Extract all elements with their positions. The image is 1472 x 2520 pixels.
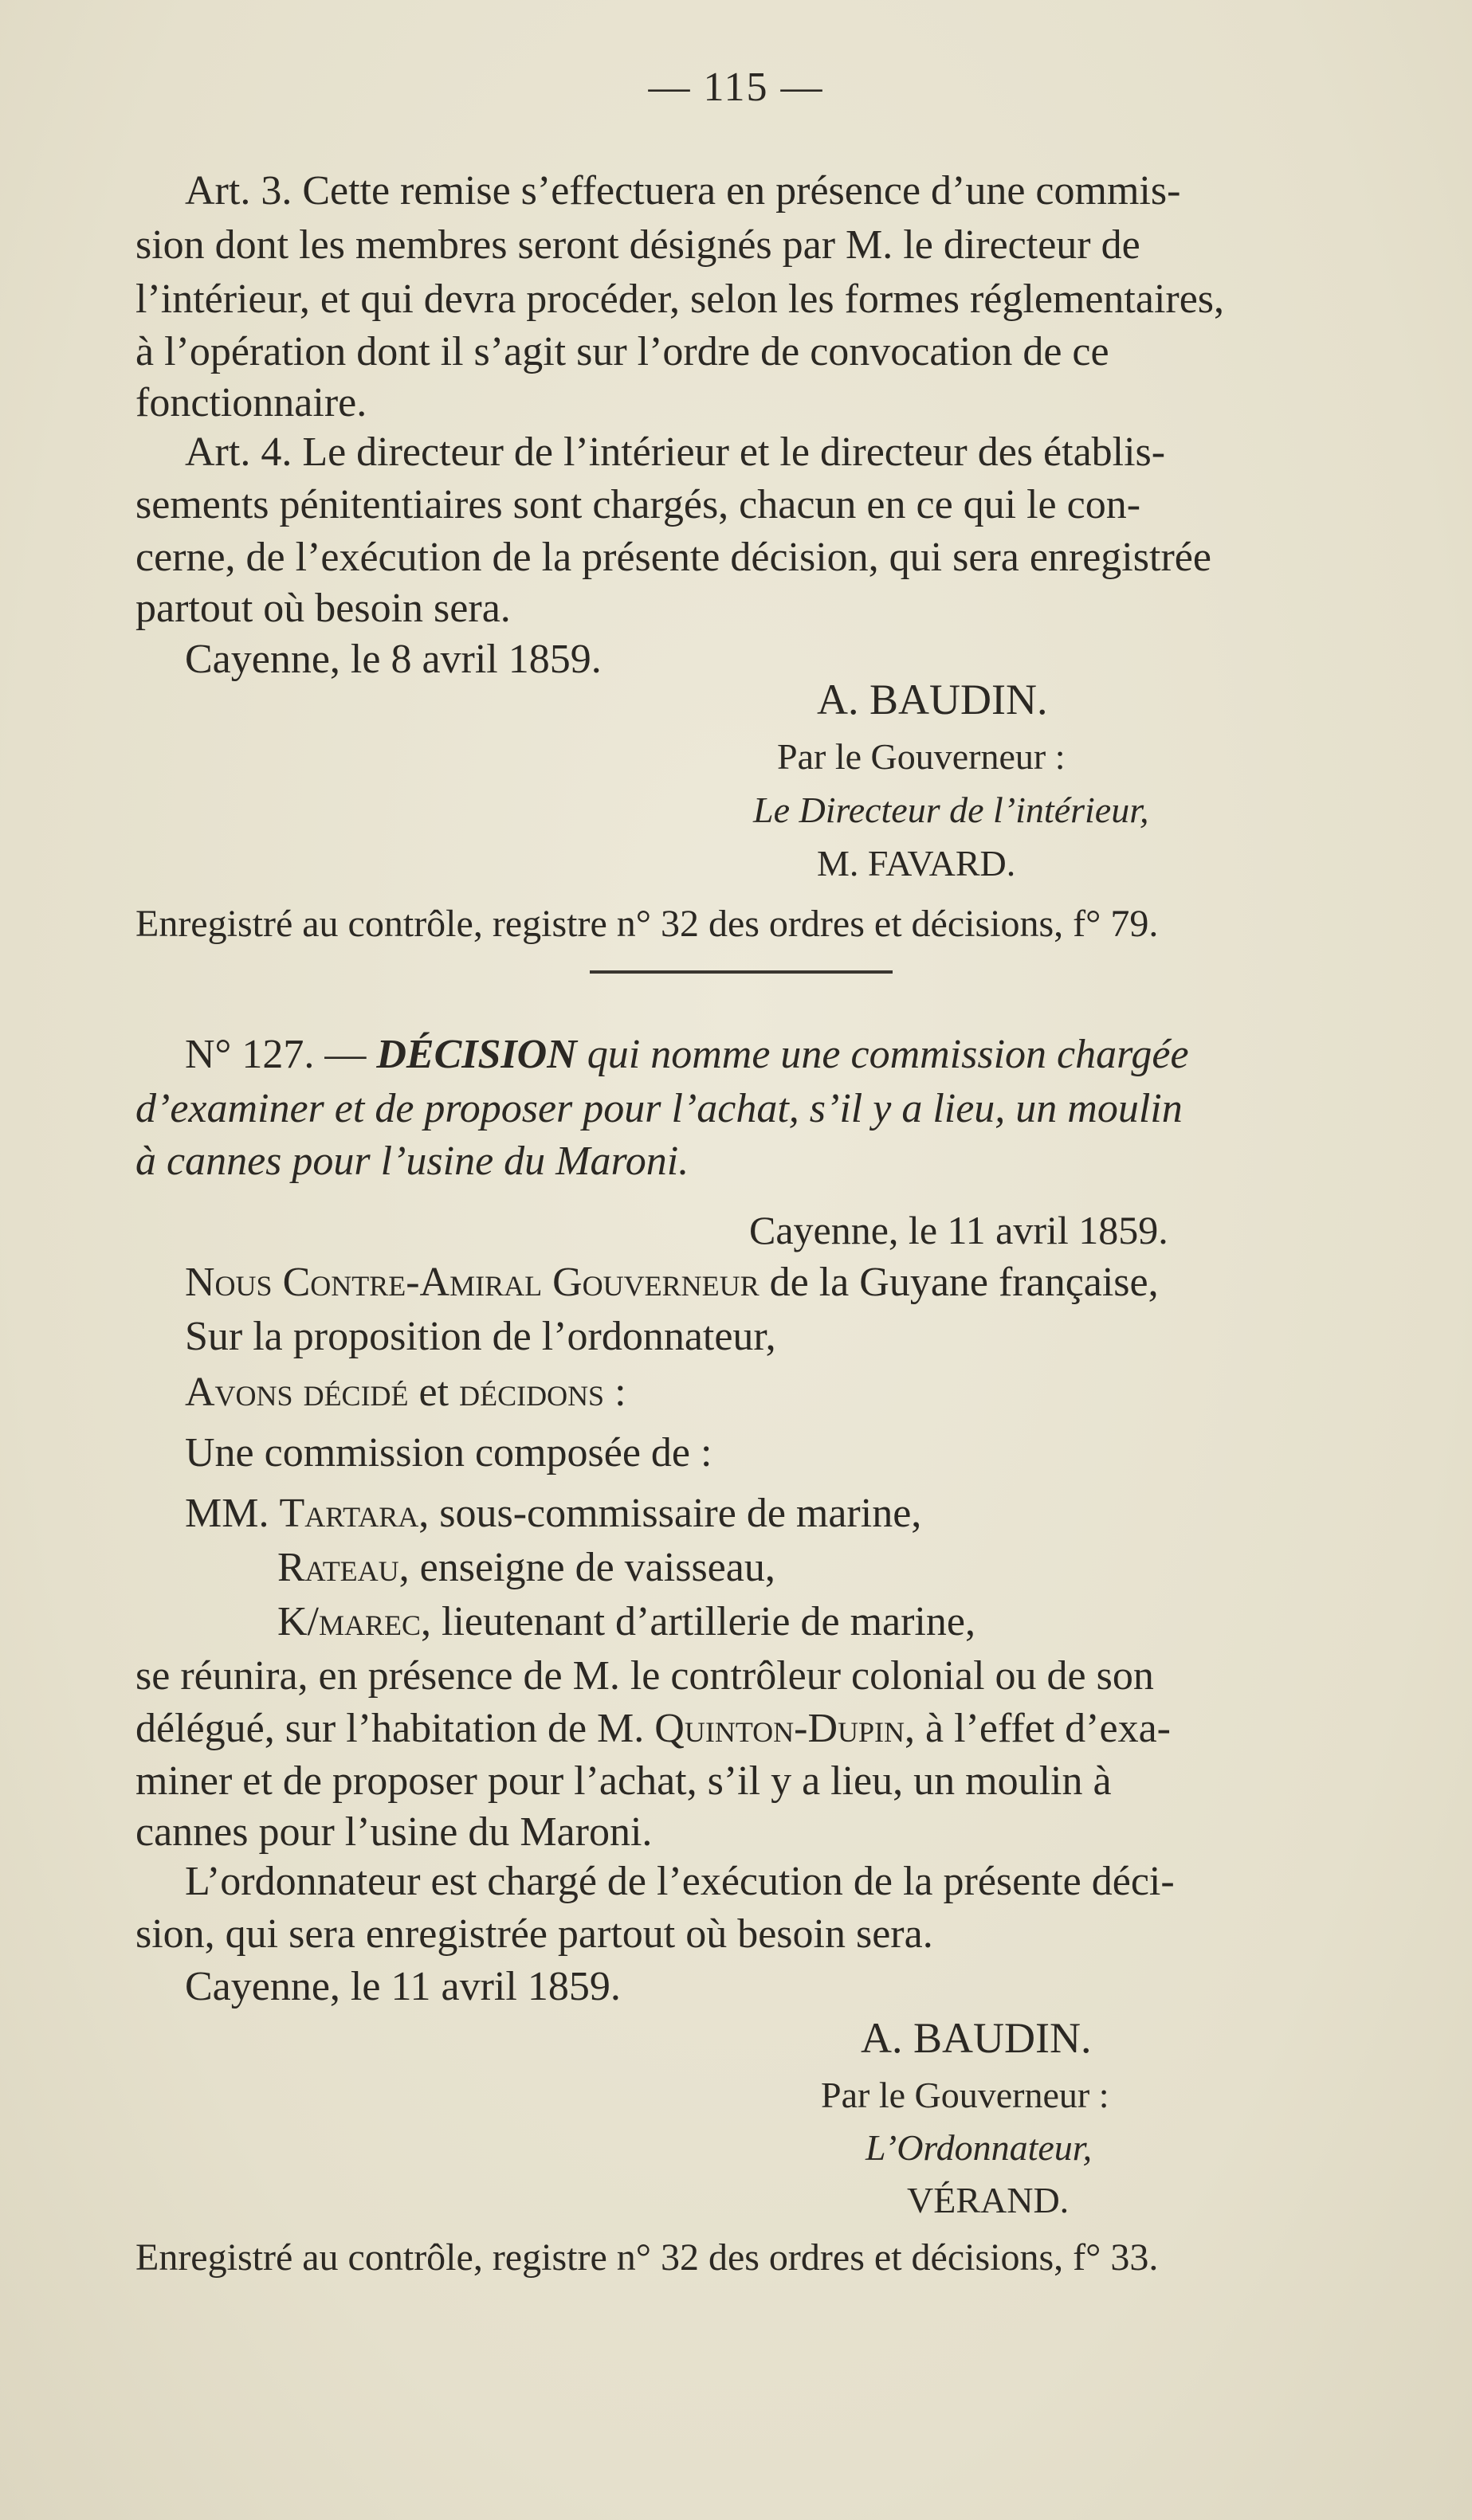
- text-fragment: délégué, sur l’habitation de M.: [135, 1706, 655, 1751]
- by-governor: Par le Gouverneur :: [821, 2075, 1109, 2115]
- official-name: M. FAVARD.: [817, 843, 1016, 884]
- conjunction: et: [408, 1370, 460, 1415]
- member-role: , enseigne de vaisseau,: [398, 1545, 775, 1590]
- text-line: miner et de proposer pour l’achat, s’il y a lieu, un moulin à: [135, 1758, 1112, 1804]
- signature: A. BAUDIN.: [861, 2014, 1092, 2062]
- heading-dash: —: [314, 1032, 377, 1077]
- text-line: à l’opération dont il s’agit sur l’ordre de convocation de ce: [135, 329, 1109, 374]
- heading-line: à cannes pour l’usine du Maroni.: [135, 1139, 689, 1184]
- text-line: cannes pour l’usine du Maroni.: [135, 1809, 653, 1855]
- text-line: [185, 1256, 1396, 1310]
- text-line: partout où besoin sera.: [135, 586, 511, 631]
- registration-note: Enregistré au contrôle, registre n° 32 des ordres et décisions, f° 33.: [135, 2236, 1159, 2279]
- date-line: Cayenne, le 8 avril 1859.: [185, 637, 602, 682]
- text-line: Art. 4. Le directeur de l’intérieur et le directeur des établis-: [185, 429, 1166, 475]
- text-line: [185, 1366, 1396, 1420]
- text-line: sion dont les membres seront désignés par M. le directeur de: [135, 222, 1140, 268]
- decidons: décidons: [459, 1370, 605, 1415]
- heading-line: d’examiner et de proposer pour l’achat, s’il y a lieu, un moulin: [135, 1086, 1183, 1131]
- member-line: [277, 1541, 1472, 1595]
- text-line: Art. 3. Cette remise s’effectuera en présence d’une commis-: [185, 168, 1181, 214]
- text-fragment: , à l’effet d’exa-: [905, 1706, 1171, 1751]
- decision-date: Cayenne, le 11 avril 1859.: [749, 1208, 1168, 1252]
- issuer-rest: de la Guyane française,: [759, 1260, 1159, 1305]
- text-line: sion, qui sera enregistrée partout où besoin sera.: [135, 1911, 933, 1957]
- page-number: — 115 —: [648, 65, 824, 110]
- avons-decide: Avons décidé: [185, 1370, 409, 1415]
- official-title: Le Directeur de l’intérieur,: [753, 790, 1149, 830]
- text-line: [135, 1702, 1347, 1756]
- heading-text: qui nomme une commission chargée: [576, 1032, 1189, 1077]
- registration-note: Enregistré au contrôle, registre n° 32 des ordres et décisions, f° 79.: [135, 903, 1159, 945]
- decision-heading: [185, 1028, 1396, 1082]
- official-name: VÉRAND.: [907, 2180, 1070, 2220]
- member-role: , sous-commissaire de marine,: [418, 1491, 922, 1536]
- text-line: L’ordonnateur est chargé de l’exécution de la présente déci-: [185, 1859, 1175, 1904]
- member-name: K/marec: [277, 1599, 422, 1644]
- member-line: [185, 1487, 1396, 1541]
- text-line: Sur la proposition de l’ordonnateur,: [185, 1314, 776, 1359]
- member-name: Rateau: [277, 1545, 399, 1590]
- text-line: Une commission composée de :: [185, 1430, 712, 1476]
- text-line: cerne, de l’exécution de la présente décision, qui sera enregistrée: [135, 535, 1211, 580]
- decision-number: N° 127.: [185, 1032, 315, 1077]
- person-name: Quinton-Dupin: [654, 1706, 905, 1751]
- text-line: sements pénitentiaires sont chargés, chacun en ce qui le con-: [135, 482, 1141, 527]
- signature: A. BAUDIN.: [817, 676, 1048, 723]
- issuer: Nous Contre-Amiral Gouverneur: [185, 1260, 760, 1305]
- date-line: Cayenne, le 11 avril 1859.: [185, 1964, 621, 2009]
- text-line: l’intérieur, et qui devra procéder, selon les formes réglementaires,: [135, 276, 1225, 322]
- member-prefix: MM.: [185, 1491, 280, 1536]
- colon: :: [604, 1370, 626, 1415]
- member-name: Tartara: [279, 1491, 419, 1536]
- member-line: [277, 1595, 1472, 1649]
- by-governor: Par le Gouverneur :: [777, 736, 1066, 777]
- text-line: fonctionnaire.: [135, 380, 367, 425]
- member-role: , lieutenant d’artillerie de marine,: [421, 1599, 975, 1644]
- decision-word: DÉCISION: [376, 1032, 577, 1077]
- section-divider: [590, 970, 893, 974]
- text-line: se réunira, en présence de M. le contrôleur colonial ou de son: [135, 1653, 1154, 1699]
- official-title: L’Ordonnateur,: [866, 2127, 1093, 2168]
